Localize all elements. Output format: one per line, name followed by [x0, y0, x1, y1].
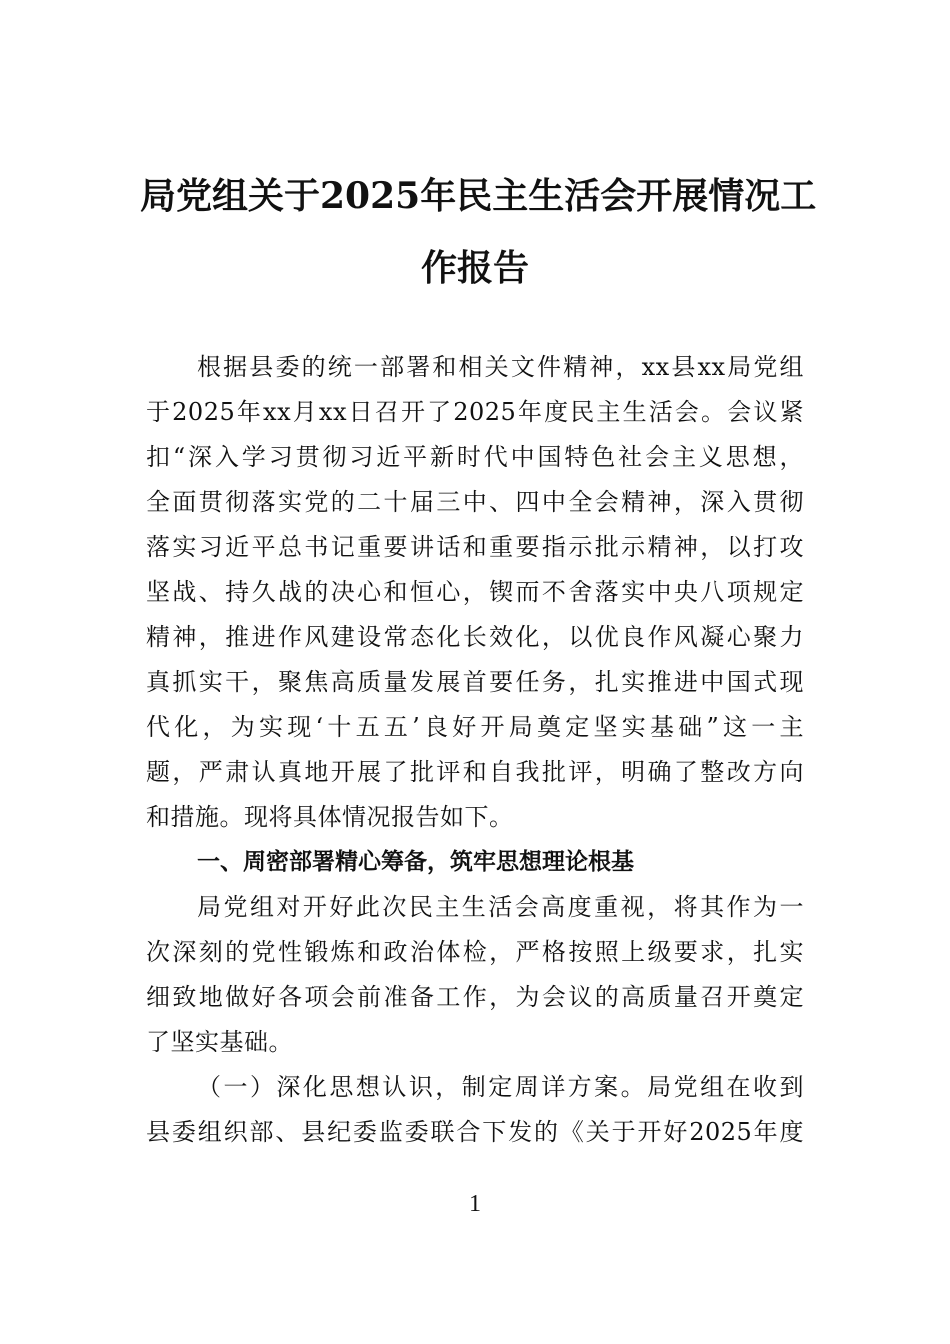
intro-paragraph-line: 根据县委的统一部署和相关文件精神，xx县xx局党组: [197, 353, 804, 381]
document-title-line-2: 作报告: [420, 247, 529, 289]
intro-paragraph-line: 代化，为实现‘十五五’良好开局奠定坚实基础”这一主: [146, 713, 804, 741]
section-paragraph-line: 局党组对开好此次民主生活会高度重视，将其作为一: [197, 893, 804, 921]
intro-paragraph-line: 扣“深入学习贯彻习近平新时代中国特色社会主义思想，: [146, 443, 804, 471]
intro-paragraph-line: 和措施。现将具体情况报告如下。: [146, 803, 514, 831]
intro-paragraph-line: 落实习近平总书记重要讲话和重要指示批示精神，以打攻: [146, 533, 804, 561]
intro-paragraph-line: 精神，推进作风建设常态化长效化，以优良作风凝心聚力: [146, 623, 804, 651]
subsection-paragraph-line: 县委组织部、县纪委监委联合下发的《关于开好2025年度: [146, 1118, 804, 1146]
intro-paragraph-line: 坚战、持久战的决心和恒心，锲而不舍落实中央八项规定: [146, 578, 804, 606]
document-title-line-1: 局党组关于2025年民主生活会开展情况工: [140, 175, 817, 217]
intro-paragraph-line: 真抓实干，聚焦高质量发展首要任务，扎实推进中国式现: [146, 668, 804, 696]
section-paragraph-line: 细致地做好各项会前准备工作，为会议的高质量召开奠定: [146, 983, 804, 1011]
intro-paragraph-line: 题，严肃认真地开展了批评和自我批评，明确了整改方向: [146, 758, 804, 786]
section-paragraph-line: 了坚实基础。: [146, 1028, 293, 1056]
section-paragraph-line: 次深刻的党性锻炼和政治体检，严格按照上级要求，扎实: [146, 938, 804, 966]
page-number: 1: [469, 1191, 481, 1217]
intro-paragraph-line: 全面贯彻落实党的二十届三中、四中全会精神，深入贯彻: [146, 488, 804, 516]
subsection-paragraph-line: （一）深化思想认识，制定周详方案。局党组在收到: [197, 1073, 804, 1101]
section-heading: 一、周密部署精心筹备，筑牢思想理论根基: [197, 849, 634, 875]
intro-paragraph-line: 于2025年xx月xx日召开了2025年度民主生活会。会议紧: [146, 398, 804, 426]
